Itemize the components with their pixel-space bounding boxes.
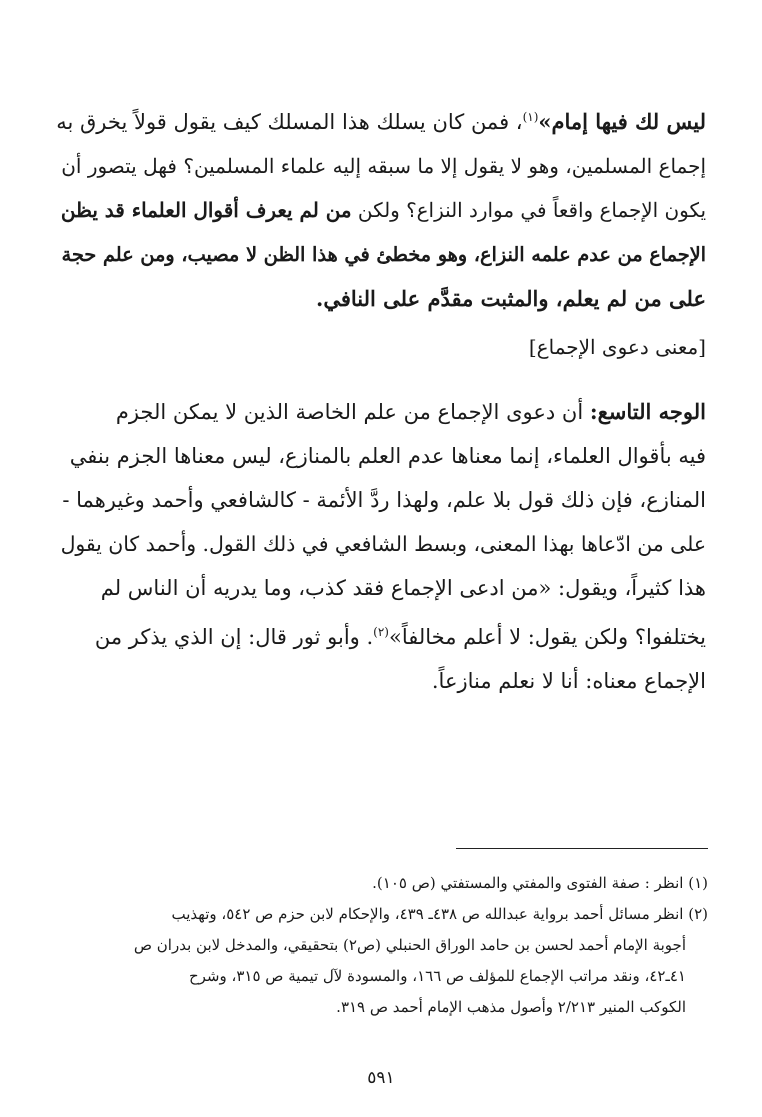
- para1-line-4: الإجماع من عدم علمه النزاع، وهو مخطئ في هذا الظن لا مصيب، ومن علم حجة: [61, 243, 706, 266]
- footnote-1: (١) انظر : صفة الفتوى والمفتي والمستفتي (ص ١٠٥).: [372, 874, 708, 892]
- text-span: . وأبو ثور قال: إن الذي يذكر من: [94, 625, 374, 649]
- para2-line-3: المنازع، فإن ذلك قول بلا علم، ولهذا ردَّ الأئمة - كالشافعي وأحمد وغيرهما -: [62, 488, 706, 512]
- footnote-2-line-1: (٢) انظر مسائل أحمد برواية عبدالله ص ٤٣٨ـ ٤٣٩، والإحكام لابن حزم ص ٥٤٢، وتهذيب: [171, 905, 708, 923]
- quote-end: ليس لك فيها إمام»: [538, 109, 706, 134]
- para1-line-3: [54, 188, 706, 233]
- footnote-ref-1[interactable]: (١): [522, 110, 539, 124]
- text-span: يختلفوا؟ ولكن يقول: لا أعلم مخالفاً»: [388, 625, 706, 649]
- para1-line-1: [54, 95, 706, 144]
- para2-line-4: على من ادّعاها بهذا المعنى، وبسط الشافعي في ذلك القول. وأحمد كان يقول: [60, 532, 706, 556]
- bold-lead: الوجه التاسع:: [589, 399, 706, 424]
- para2-line-7: الإجماع معناه: أنا لا نعلم منازعاً.: [431, 669, 706, 693]
- bold-span: من لم يعرف أقوال العلماء قد يظن: [60, 198, 352, 222]
- section-heading: [معنى دعوى الإجماع]: [528, 335, 706, 359]
- para1-line-5: على من لم يعلم، والمثبت مقدَّم على النافي.: [316, 286, 706, 311]
- page-number: ٥٩١: [367, 1068, 395, 1088]
- para2-line-6: [54, 610, 706, 659]
- footnote-separator: [456, 848, 708, 849]
- paragraph-1: [54, 95, 706, 321]
- footnote-2-line-4: الكوكب المنير ٢/٢١٣ وأصول مذهب الإمام أحمد ص ٣١٩.: [336, 998, 686, 1016]
- text-span: أن دعوى الإجماع من علم الخاصة الذين لا يمكن الجزم: [115, 400, 584, 424]
- para2-line-5: هذا كثيراً، ويقول: «من ادعى الإجماع فقد كذب، وما يدريه أن الناس لم: [100, 576, 706, 600]
- para1-line-2: إجماع المسلمين، وهو لا يقول إلا ما سبقه إليه علماء المسلمين؟ فهل يتصور أن: [61, 154, 706, 178]
- footnote-2-line-2: أجوبة الإمام أحمد لحسن بن حامد الوراق الحنبلي (ص٢) بتحقيقي، والمدخل لابن بدران ص: [133, 936, 686, 954]
- para2-line-2: فيه بأقوال العلماء، إنما معناها عدم العلم بالمنازع، ليس معناها الجزم بنفي: [69, 444, 706, 468]
- footnotes: [54, 868, 708, 1023]
- footnote-2-line-3: ٤١ـ٤٢، ونقد مراتب الإجماع للمؤلف ص ١٦٦، والمسودة لآل تيمية ص ٣١٥، وشرح: [188, 967, 686, 985]
- text-span: ، فمن كان يسلك هذا المسلك كيف يقول قولاً يخرق به: [56, 110, 523, 134]
- para2-line-1: [54, 390, 706, 434]
- paragraph-2: [54, 390, 706, 703]
- text-span: يكون الإجماع واقعاً في موارد النزاع؟ ولكن: [357, 199, 706, 222]
- footnote-ref-2[interactable]: (٢): [373, 625, 389, 639]
